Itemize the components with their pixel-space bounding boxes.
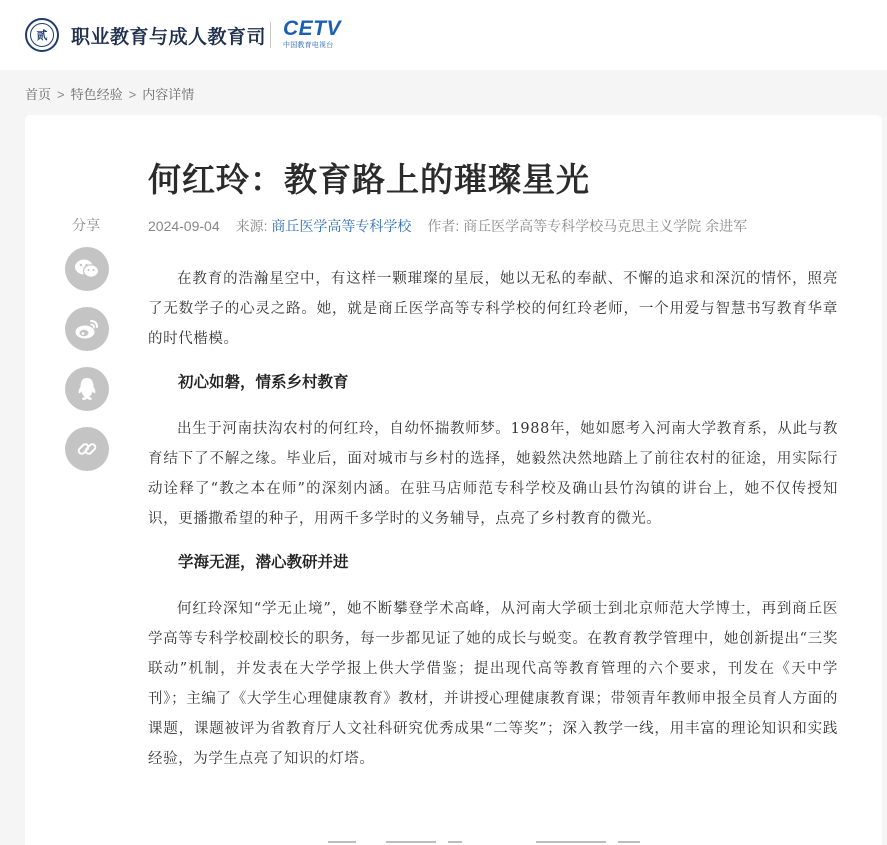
ministry-emblem-logo[interactable] (25, 18, 59, 52)
article-meta (148, 216, 747, 236)
section-paragraph: 何红玲深知“学无止境”，她不断攀登学术高峰，从河南大学硕士到北京师范大学博士，再到商丘医学高等专科学校副校长的职务，每一步都见证了她的成长与蜕变。在教育教学管理中，她创新提出“三奖联动”机制，并发表在大学学报上供大学借鉴；提出现代高等教育管理的六个要求，刊发在《天中学刊》；主编了《大学生心理健康教育》教材，并讲授心理健康教育课；带领青年教师申报全员育人方面的课题，课题被评为省教育厅人文社科研究优秀成果“二等奖”；深入教学一线，用丰富的理论知识和实践经验，为学生点亮了知识的灯塔。 (148, 601, 838, 767)
image-fragment (618, 841, 640, 843)
emblem-char: 贰 (30, 23, 54, 47)
logo-divider (270, 22, 271, 48)
article-image (148, 832, 838, 845)
intro-paragraph: 在教育的浩瀚星空中，有这样一颗璀璨的星辰，她以无私的奉献、不懈的追求和深沉的情怀，照亮了无数学子的心灵之路。她，就是商丘医学高等专科学校的何红玲老师，一个用爱与智慧书写教育华章的时代楷模。 (148, 271, 838, 347)
image-fragment (328, 841, 356, 843)
breadcrumb-separator: > (128, 87, 137, 102)
share-weibo-button[interactable] (65, 307, 109, 351)
weibo-icon (74, 318, 100, 340)
author-name: 商丘医学高等专科学校马克思主义学院 余进军 (463, 218, 748, 234)
cetv-logo-subtitle: 中国教育电视台 (283, 42, 334, 49)
site-header (0, 0, 887, 70)
article-body (148, 264, 838, 774)
breadcrumb-separator: > (57, 87, 65, 102)
share-wechat-button[interactable] (65, 247, 109, 291)
article-title: 何红玲：教育路上的璀璨星光 (148, 161, 590, 198)
site-title[interactable]: 职业教育与成人教育司 (71, 27, 267, 48)
breadcrumb-category[interactable]: 特色经验 (70, 87, 123, 102)
breadcrumb-home[interactable]: 首页 (25, 87, 52, 102)
share-qq-button[interactable] (65, 367, 109, 411)
section-heading: 初心如磐，情系乡村教育 (178, 374, 349, 391)
cetv-logo[interactable]: CETV (283, 17, 342, 40)
share-link-button[interactable] (65, 427, 109, 471)
breadcrumb-current: 内容详情 (142, 87, 195, 102)
section-heading: 学海无涯，潜心教研并进 (178, 554, 349, 571)
image-fragment (448, 841, 462, 843)
breadcrumb (25, 84, 194, 103)
link-icon (76, 438, 98, 460)
section-paragraph: 出生于河南扶沟农村的何红玲，自幼怀揣教师梦。1988年，她如愿考入河南大学教育系，从此与教育结下了不解之缘。毕业后，面对城市与乡村的选择，她毅然决然地踏上了前往农村的征途，用实际行动诠释了“教之本在师”的深刻内涵。在驻马店师范专科学校及确山县竹沟镇的讲台上，她不仅传授知识，更播撒希望的种子，用两千多学时的义务辅导，点亮了乡村教育的微光。 (148, 421, 838, 527)
source-label: 来源: (235, 218, 268, 234)
wechat-icon (74, 258, 100, 280)
publish-date: 2024-09-04 (148, 218, 220, 234)
source-link[interactable]: 商丘医学高等专科学校 (271, 218, 412, 234)
author-label: 作者: (427, 218, 460, 234)
image-fragment (386, 841, 436, 843)
share-label: 分享 (72, 217, 100, 233)
qq-icon (76, 376, 98, 402)
image-fragment (536, 841, 606, 843)
